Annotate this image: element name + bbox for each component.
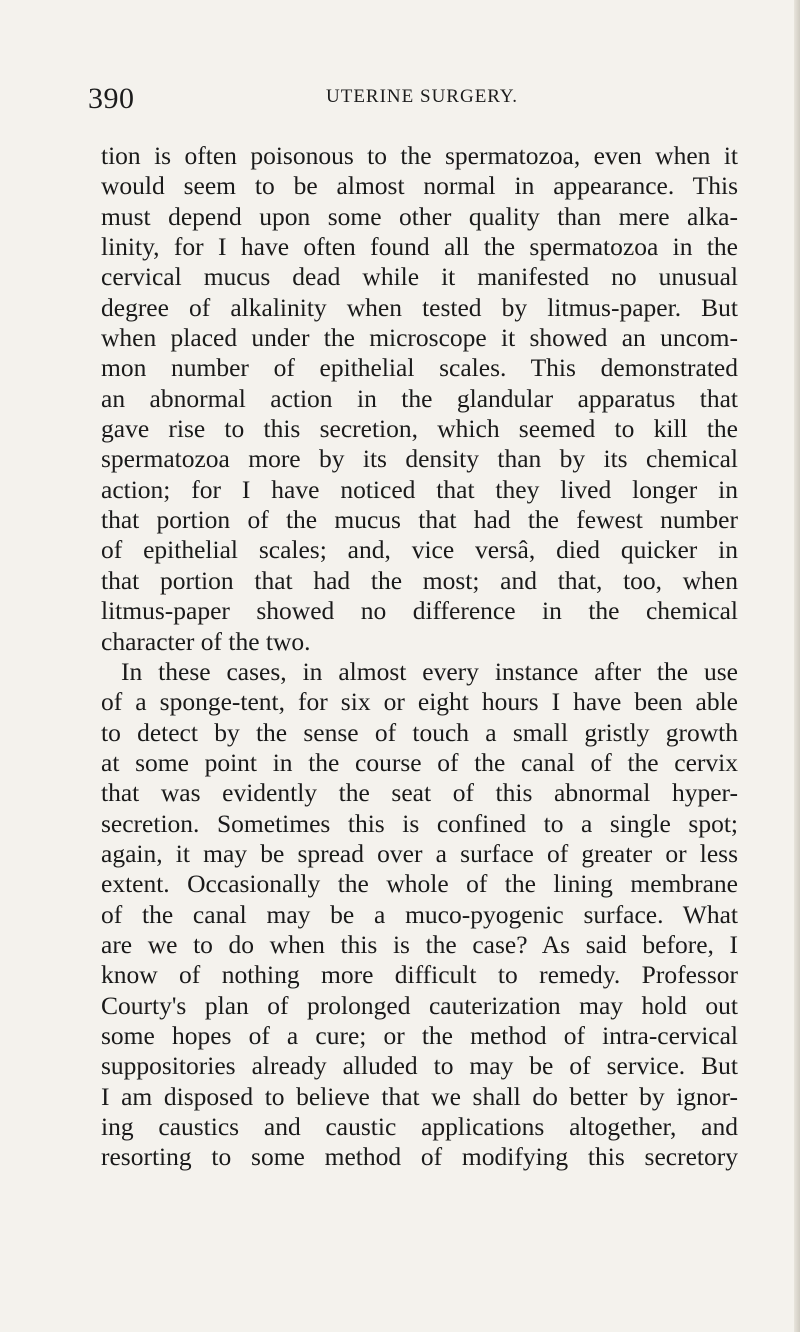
text-line: are we to do when this is the case? As said before, I — [101, 929, 738, 959]
text-line: must depend upon some other quality than mere alka- — [101, 201, 738, 231]
text-line: In these cases, in almost every instance after the use — [121, 656, 738, 686]
text-line: litmus-paper showed no difference in the chemical — [101, 596, 738, 626]
text-line: gave rise to this secretion, which seemed to kill the — [101, 414, 738, 444]
text-line: action; for I have noticed that they lived longer in — [101, 474, 738, 504]
body-text — [101, 141, 738, 1173]
text-line: when placed under the microscope it showed an uncom- — [101, 323, 738, 353]
text-line: Courty's plan of prolonged cauterization may hold out — [101, 990, 738, 1020]
text-line: of epithelial scales; and, vice versâ, died quicker in — [101, 535, 738, 565]
text-line: would seem to be almost normal in appearance. This — [101, 171, 738, 201]
text-line: an abnormal action in the glandular apparatus that — [101, 383, 738, 413]
text-line: degree of alkalinity when tested by litmus-paper. But — [101, 292, 738, 322]
text-line: that portion of the mucus that had the fewest number — [101, 505, 738, 535]
text-line: of a sponge-tent, for six or eight hours I have been able — [101, 687, 738, 717]
text-line: tion is often poisonous to the spermatozoa, even when it — [101, 141, 738, 170]
text-line: extent. Occasionally the whole of the lining membrane — [101, 869, 738, 899]
text-line: mon number of epithelial scales. This demonstrated — [101, 353, 738, 383]
text-line: know of nothing more difficult to remedy. Professor — [101, 960, 738, 990]
text-line: at some point in the course of the canal of the cervix — [101, 747, 738, 777]
page-header — [88, 80, 738, 120]
running-head: UTERINE SURGERY. — [326, 86, 518, 107]
text-line: again, it may be spread over a surface of greater or less — [101, 838, 738, 868]
text-line: ing caustics and caustic applications altogether, and — [101, 1112, 738, 1141]
text-line: spermatozoa more by its density than by its chemical — [101, 444, 738, 474]
text-line: that was evidently the seat of this abnormal hyper- — [101, 778, 738, 808]
text-line: linity, for I have often found all the spermatozoa in the — [101, 232, 738, 262]
text-line: of the canal may be a muco-pyogenic surface. What — [101, 899, 738, 929]
text-line: secretion. Sometimes this is confined to a single spot; — [101, 808, 738, 838]
page-edge — [794, 0, 800, 1332]
text-line: that portion that had the most; and that, too, when — [101, 565, 738, 595]
text-line: I am disposed to believe that we shall do better by ignor- — [101, 1081, 738, 1111]
text-line: character of the two. — [101, 626, 311, 656]
text-line: some hopes of a cure; or the method of intra-cervical — [101, 1020, 738, 1050]
text-line: cervical mucus dead while it manifested no unusual — [101, 262, 738, 292]
page-number: 390 — [88, 82, 135, 115]
text-line: suppositories already alluded to may be of service. But — [101, 1051, 738, 1081]
text-line: resorting to some method of modifying this secretory — [101, 1142, 738, 1172]
text-line: to detect by the sense of touch a small gristly growth — [101, 717, 738, 747]
